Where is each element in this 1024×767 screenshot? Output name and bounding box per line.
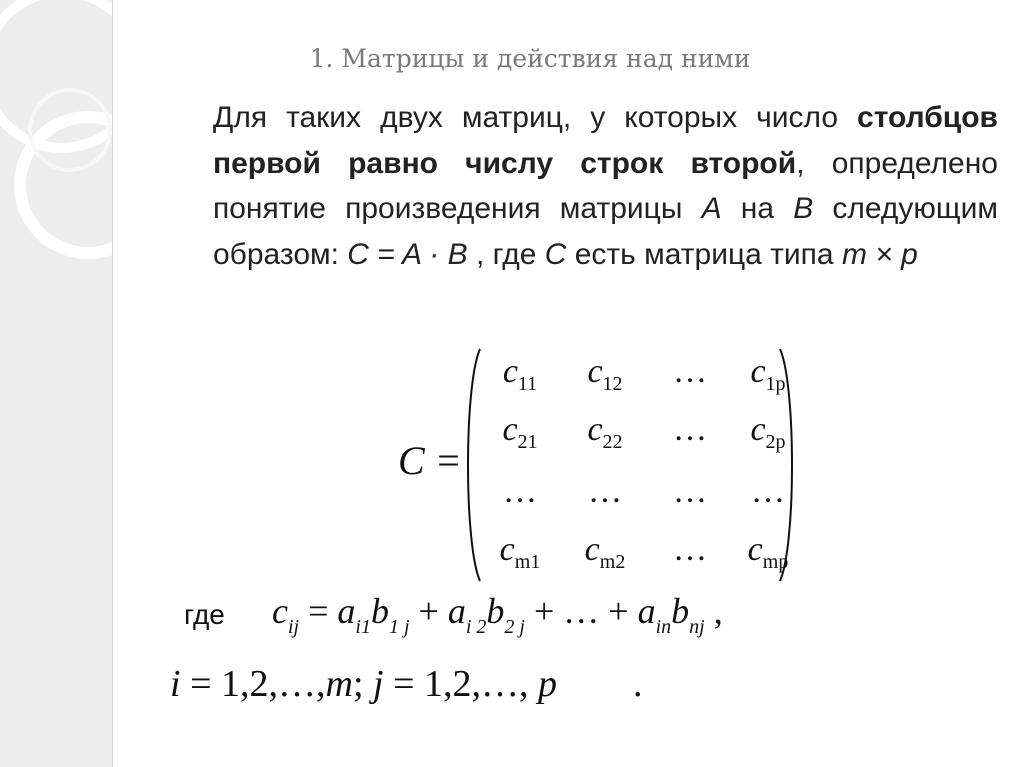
formula-bn-sub: nj [689,616,705,638]
formula-b1-sub: 1 j [388,616,410,638]
matrix-cell-3-3: … [673,473,707,510]
formula-a2: a [447,591,466,631]
para-text-3: следующим образом: [213,192,999,271]
formula-c: c [272,591,288,631]
decorative-circles-graphic [0,0,112,767]
matrix-lhs: C = [398,438,462,483]
matrix-cell-1-3: … [673,353,707,390]
matrix-cell-1-2: $c_{12}$ [587,353,623,395]
range-separator: ; [352,663,374,705]
where-label: где [184,599,225,630]
para-var-a: A [701,192,722,225]
matrix-cell-3-1: … [503,473,537,510]
slide-title: 1. Матрицы и действия над ними [309,44,751,73]
formula-b1: b [370,591,389,631]
range-period: . [557,663,643,705]
range-j-values: = 1,2,…, [383,663,539,705]
formula-a1-sub: i1 [355,616,371,638]
para-text-1: Для таких двух матриц, у которых число [213,101,858,134]
matrix-cell-4-4: $c_{mp}$ [747,531,789,573]
formula-an: a [637,591,656,631]
element-formula [272,590,723,639]
para-var-b: B [793,192,814,225]
para-text-na: на [721,192,794,225]
para-equation: C = A · B [347,237,468,271]
para-text-2: , определено понятие произведения матрицы [213,146,998,225]
formula-a1: a [337,591,356,631]
formula-b2-sub: 2 j [504,616,525,638]
decorative-sidebar [0,0,113,767]
matrix-cell-2-2: $c_{22}$ [587,411,623,453]
formula-bn: b [671,591,690,631]
para-text-5: есть матрица типа [566,237,842,271]
formula-c-sub: ij [287,616,300,638]
matrix-cell-1-4: $c_{1p}$ [750,353,786,395]
para-var-c: C [544,237,567,271]
matrix-cell-4-1: $c_{m1}$ [499,531,541,573]
matrix-cell-2-1: $c_{21}$ [502,411,538,453]
matrix-cell-1-1: $c_{11}$ [502,353,538,395]
formula-a2-sub: i 2 [465,616,487,638]
index-range [170,662,643,706]
matrix-c [458,345,798,585]
formula-comma: , [704,591,723,631]
para-type-mp: m × p [841,237,918,271]
formula-b2: b [486,591,505,631]
definition-paragraph [213,95,998,277]
formula-plus-2: + … + [524,591,638,631]
para-text-4: , где [467,237,545,271]
matrix-cell-3-4: … [751,473,785,510]
range-i: i [170,663,181,705]
formula-equals: = [299,591,338,631]
matrix-cell-2-4: $c_{2p}$ [750,411,786,453]
formula-plus-1: + [409,591,448,631]
range-i-values: = 1,2,…, [180,663,326,705]
matrix-cell-3-2: … [588,473,622,510]
para-bold-condition: столбцов первой равно числу строк второй [213,101,998,180]
formula-an-sub: in [655,616,672,638]
range-j: j [373,663,384,705]
matrix-cell-4-2: $c_{m2}$ [584,531,626,573]
matrix-cell-2-3: … [673,411,707,448]
range-m: m [325,663,353,705]
matrix-cell-4-3: … [673,531,707,568]
range-p: p [538,663,558,705]
